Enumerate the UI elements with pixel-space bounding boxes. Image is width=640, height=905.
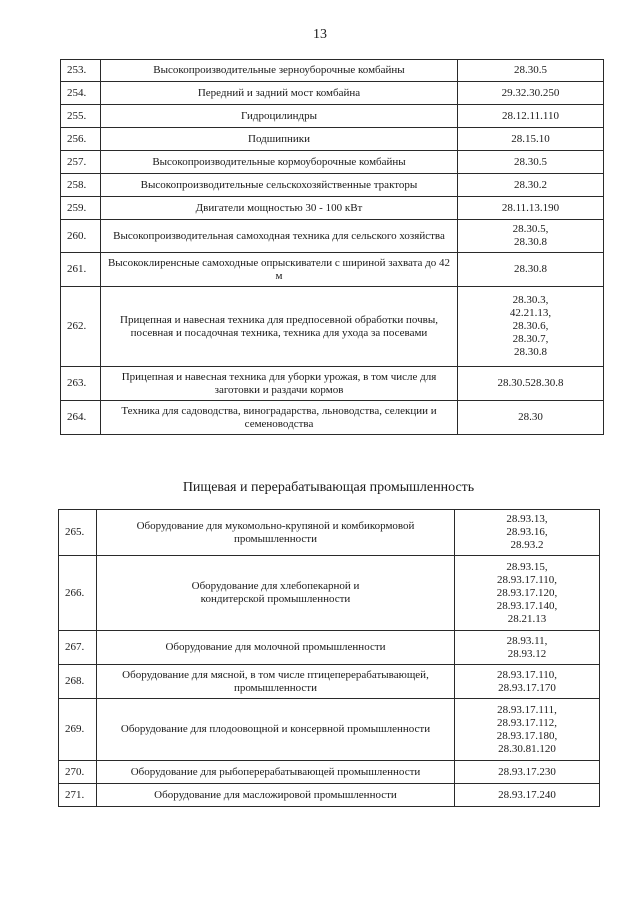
row-code: 28.93.17.240 — [455, 784, 600, 807]
row-name: Гидроцилиндры — [101, 105, 458, 128]
row-name: Передний и задний мост комбайна — [101, 82, 458, 105]
table-row — [61, 220, 604, 253]
row-code: 28.93.17.111, 28.93.17.112, 28.93.17.180, 28.30.81.120 — [455, 699, 600, 761]
table-row — [61, 151, 604, 174]
row-number: 259. — [61, 197, 101, 220]
table-body — [61, 60, 604, 435]
row-code: 28.30.5, 28.30.8 — [458, 220, 604, 253]
row-code: 28.12.11.110 — [458, 105, 604, 128]
row-number: 255. — [61, 105, 101, 128]
row-name: Подшипники — [101, 128, 458, 151]
table-row — [61, 60, 604, 82]
table-row — [61, 401, 604, 435]
table-row — [59, 784, 600, 807]
row-number: 267. — [59, 631, 97, 665]
row-code: 28.30.2 — [458, 174, 604, 197]
equipment-table-food-industry — [58, 509, 600, 807]
row-code: 28.30.528.30.8 — [458, 367, 604, 401]
row-number: 258. — [61, 174, 101, 197]
row-name: Прицепная и навесная техника для уборки урожая, в том числе для заготовки и раздачи кормов — [101, 367, 458, 401]
table-row — [59, 556, 600, 631]
row-number: 262. — [61, 287, 101, 367]
table-row — [61, 174, 604, 197]
row-name: Оборудование для хлебопекарной и кондитерской промышленности — [97, 556, 455, 631]
row-number: 256. — [61, 128, 101, 151]
table-row — [59, 761, 600, 784]
row-code: 28.11.13.190 — [458, 197, 604, 220]
row-name: Оборудование для молочной промышленности — [97, 631, 455, 665]
row-number: 263. — [61, 367, 101, 401]
section-title: Пищевая и перерабатывающая промышленность — [182, 480, 475, 495]
table-row — [61, 367, 604, 401]
row-number: 254. — [61, 82, 101, 105]
table-row — [59, 665, 600, 699]
row-number: 269. — [59, 699, 97, 761]
row-code: 28.93.17.110, 28.93.17.170 — [455, 665, 600, 699]
row-number: 261. — [61, 253, 101, 287]
row-name: Высокопроизводительные сельскохозяйственные тракторы — [101, 174, 458, 197]
row-name: Двигатели мощностью 30 - 100 кВт — [101, 197, 458, 220]
row-name: Высокопроизводительные кормоуборочные комбайны — [101, 151, 458, 174]
row-code: 28.30 — [458, 401, 604, 435]
row-code: 29.32.30.250 — [458, 82, 604, 105]
row-name: Техника для садоводства, виноградарства, льноводства, селекции и семеноводства — [101, 401, 458, 435]
row-name: Прицепная и навесная техника для предпосевной обработки почвы, посевная и посадочная техника, техника для ухода за посевами — [101, 287, 458, 367]
table-row — [61, 128, 604, 151]
row-code: 28.93.13, 28.93.16, 28.93.2 — [455, 510, 600, 556]
table-row — [61, 253, 604, 287]
row-name: Оборудование для масложировой промышленности — [97, 784, 455, 807]
row-name: Оборудование для рыбоперерабатывающей промышленности — [97, 761, 455, 784]
row-code: 28.15.10 — [458, 128, 604, 151]
row-name: Высокопроизводительная самоходная техника для сельского хозяйства — [101, 220, 458, 253]
table-row — [59, 631, 600, 665]
page-number: 13 — [313, 27, 327, 42]
row-name: Высокопроизводительные зерноуборочные комбайны — [101, 60, 458, 82]
row-number: 266. — [59, 556, 97, 631]
row-number: 257. — [61, 151, 101, 174]
row-number: 271. — [59, 784, 97, 807]
row-number: 270. — [59, 761, 97, 784]
row-code: 28.30.5 — [458, 151, 604, 174]
row-number: 264. — [61, 401, 101, 435]
row-code: 28.93.11, 28.93.12 — [455, 631, 600, 665]
equipment-table-agriculture — [60, 59, 604, 435]
row-number: 265. — [59, 510, 97, 556]
row-name: Оборудование для мукомольно-крупяной и комбикормовой промышленности — [97, 510, 455, 556]
row-code: 28.30.5 — [458, 60, 604, 82]
row-code: 28.30.8 — [458, 253, 604, 287]
table-row — [61, 105, 604, 128]
table-body — [59, 510, 600, 807]
table-row — [61, 82, 604, 105]
table-row — [61, 197, 604, 220]
table-row — [59, 510, 600, 556]
table-row — [59, 699, 600, 761]
row-name: Высококлиренсные самоходные опрыскиватели с шириной захвата до 42 м — [101, 253, 458, 287]
row-number: 253. — [61, 60, 101, 82]
row-code: 28.93.15, 28.93.17.110, 28.93.17.120, 28.93.17.140, 28.21.13 — [455, 556, 600, 631]
row-number: 260. — [61, 220, 101, 253]
row-code: 28.30.3, 42.21.13, 28.30.6, 28.30.7, 28.30.8 — [458, 287, 604, 367]
row-name: Оборудование для мясной, в том числе птицеперерабатывающей, промышленности — [97, 665, 455, 699]
row-number: 268. — [59, 665, 97, 699]
row-code: 28.93.17.230 — [455, 761, 600, 784]
table-row — [61, 287, 604, 367]
row-name: Оборудование для плодоовощной и консервной промышленности — [97, 699, 455, 761]
